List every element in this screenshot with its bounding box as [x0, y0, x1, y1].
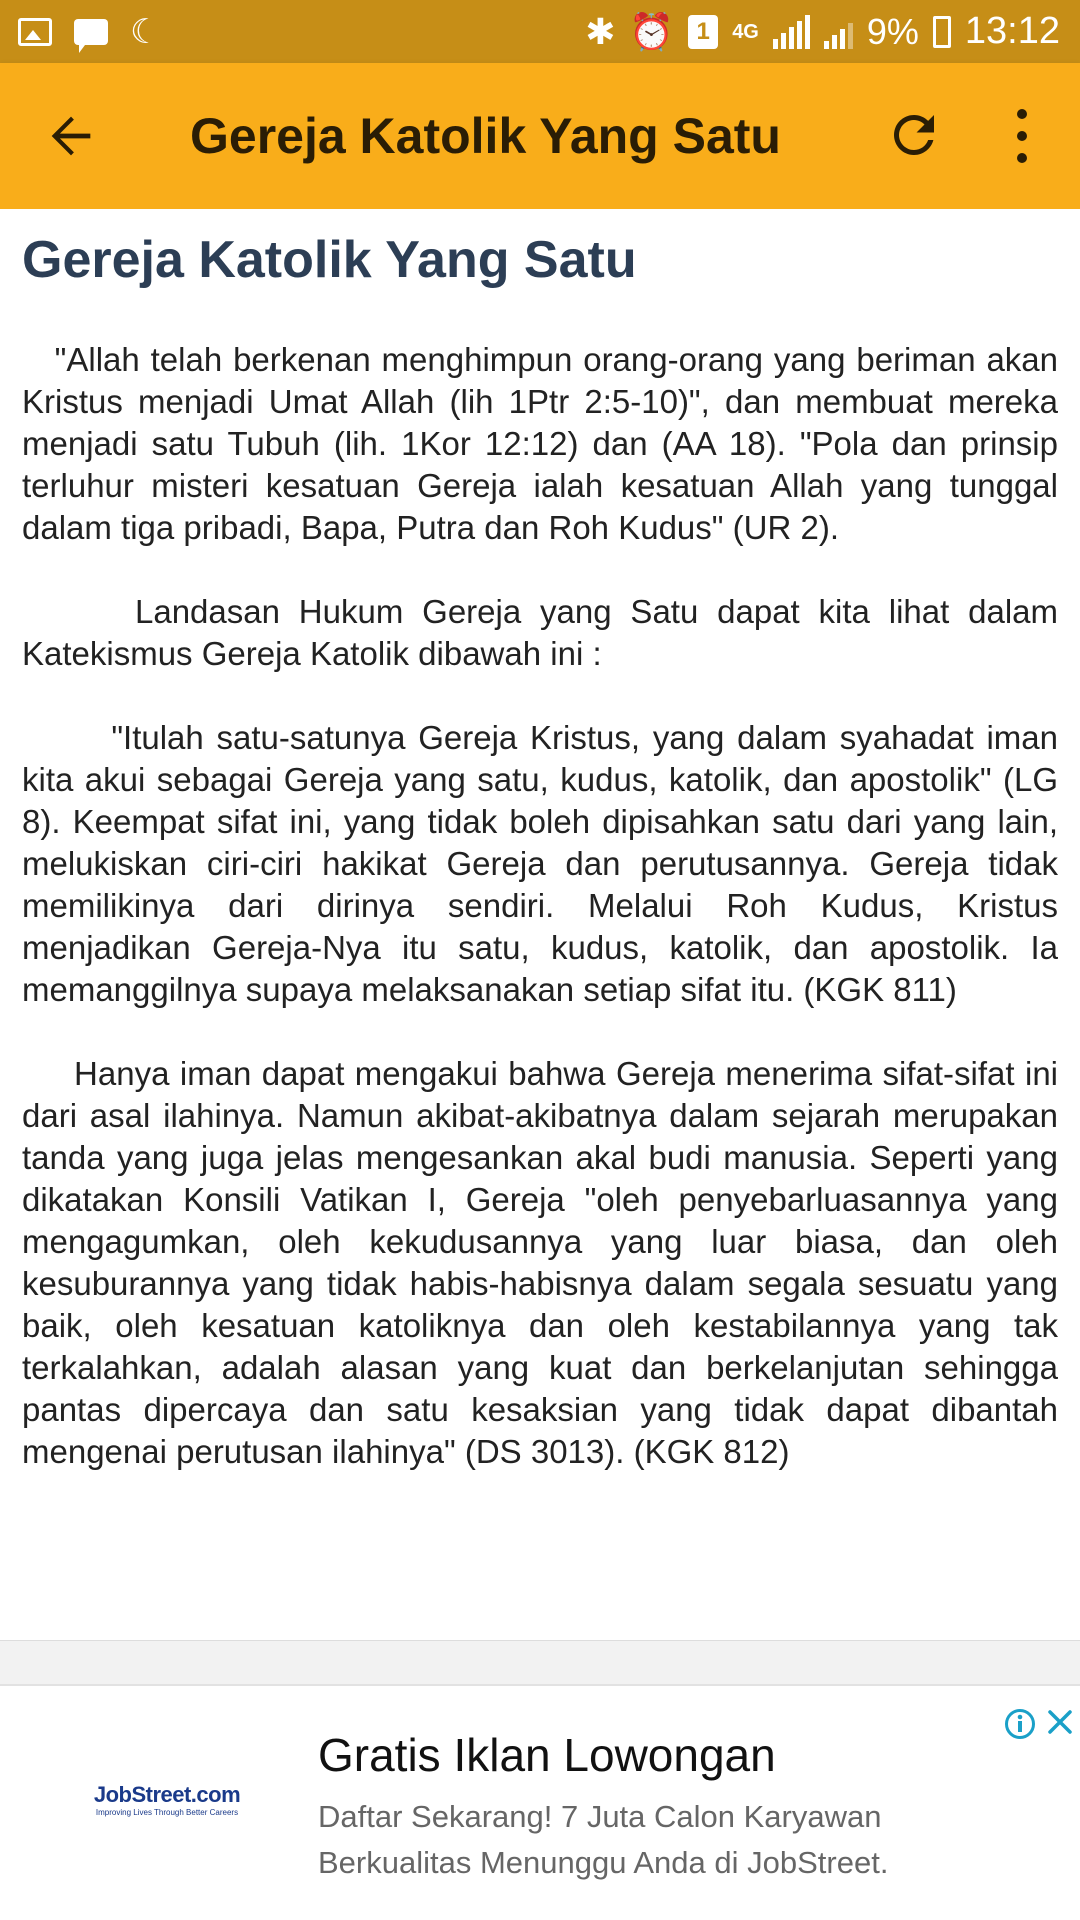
app-bar — [0, 63, 1080, 209]
ad-description[interactable]: Daftar Sekarang! 7 Juta Calon Karyawan Berkualitas Menunggu Anda di JobStreet. — [318, 1799, 889, 1880]
battery-percentage: 9% — [866, 10, 919, 52]
advertiser-logo — [92, 1782, 242, 1822]
status-bar-notifications — [18, 12, 161, 51]
more-vert-icon-dot — [1017, 109, 1027, 119]
battery-icon — [933, 16, 951, 48]
moon-notification-icon: ☾ — [130, 12, 161, 51]
more-vert-icon-dot — [1017, 153, 1027, 163]
article-paragraph: "Itulah satu-satunya Gereja Kristus, yang dalam syahadat iman kita akui sebagai Gereja yang satu, kudus, katolik, dan apostolik" (LG 8). Keempat sifat ini, yang tidak boleh dipisahkan satu dari yang lain, melukiskan ciri-ciri hakikat Gereja dan perutusannya. Gereja tidak memilikinya dari dirinya sendiri. Melalui Roh Kudus, Kristus menjadikan Gereja-Nya itu satu, kudus, katolik, dan apostolik. Ia memanggilnya supaya melaksanakan setiap sifat itu. (KGK 811) — [22, 719, 1058, 1008]
clock: 13:12 — [964, 10, 1060, 52]
overflow-menu-button[interactable] — [1000, 103, 1044, 169]
refresh-button[interactable] — [884, 105, 944, 165]
bluetooth-icon: ✱ — [585, 10, 616, 52]
more-vert-icon-dot — [1017, 131, 1027, 141]
article-paragraph: Hanya iman dapat mengakui bahwa Gereja menerima sifat-sifat ini dari asal ilahinya. Namun akibat-akibatnya dalam sejarah merupakan tanda yang juga jelas mengesankan akal budi manusia. Seperti yang dikatakan Konsili Vatikan I, Gereja "oleh penyebarluasannya yang mengagumkan, oleh kekudusannya yang luar biasa, dan oleh kesuburannya yang tidak habis-habisnya dalam segala sesuatu yang baik, oleh kesatuan katoliknya dan oleh kestabilannya yang tak terkalahkan, adalah alasan yang kuat dan berkelanjutan sehingga pantas dipercaya dan satu kesaksian yang tidak dapat dibantah mengenai perutusan ilahinya" (DS 3013). (KGK 812) — [22, 1055, 1058, 1470]
back-button[interactable] — [42, 107, 100, 165]
article-content[interactable] — [0, 209, 1080, 1640]
article-paragraph: "Allah telah berkenan menghimpun orang-orang yang beriman akan Kristus menjadi Umat Allah (lih 1Ptr 2:5-10)", dan membuat mereka menjadi satu Tubuh (lih. 1Kor 12:12) dan (AA 18). "Pola dan prinsip terluhur misteri kesatuan Gereja ialah kesatuan Allah yang tunggal dalam tiga pribadi, Bapa, Putra dan Roh Kudus" (UR 2). — [22, 341, 1058, 546]
ad-headline[interactable]: Gratis Iklan Lowongan — [318, 1729, 776, 1781]
messenger-notification-icon — [74, 19, 108, 45]
ad-banner[interactable] — [0, 1684, 1080, 1920]
ad-separator — [0, 1640, 1080, 1684]
ad-close-icon[interactable] — [1046, 1708, 1074, 1736]
advertiser-logo-name: JobStreet.com — [93, 1782, 241, 1807]
refresh-icon — [884, 105, 944, 165]
article-title: Gereja Katolik Yang Satu — [22, 231, 637, 289]
app-bar-title: Gereja Katolik Yang Satu — [190, 108, 781, 164]
alarm-icon: ⏰ — [629, 10, 675, 52]
sim-badge: 1 — [688, 15, 718, 49]
network-type-label: 4G — [732, 20, 759, 43]
arrow-back-icon — [42, 107, 100, 165]
status-bar-system — [585, 10, 1060, 53]
advertiser-logo-tagline: Improving Lives Through Better Careers — [95, 1808, 239, 1817]
gallery-notification-icon — [18, 18, 52, 46]
status-bar — [0, 0, 1080, 63]
signal-strength-icon — [773, 15, 810, 49]
signal-strength-2-icon — [824, 15, 853, 49]
article-paragraph: Landasan Hukum Gereja yang Satu dapat kita lihat dalam Katekismus Gereja Katolik dibawah ini : — [22, 593, 1058, 672]
ad-info-icon[interactable] — [1004, 1708, 1036, 1740]
